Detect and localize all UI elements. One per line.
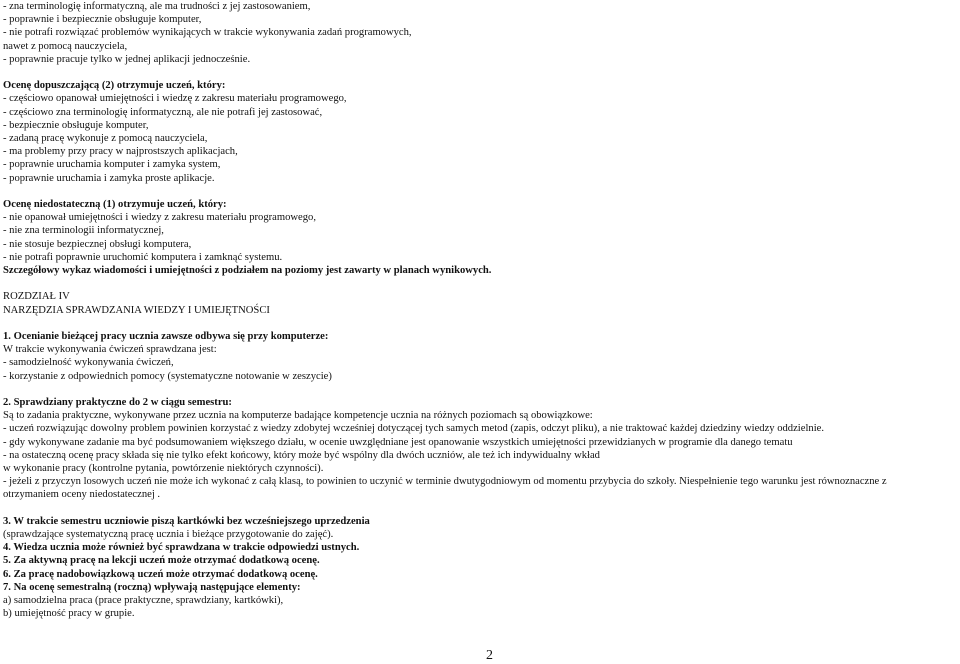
chapter-title: NARZĘDZIA SPRAWDZANIA WIEDZY I UMIEJĘTNOŚCI [3,304,270,316]
section-6-heading: 6. Za pracę nadobowiązkową uczeń może otrzymać dodatkową ocenę. [3,568,318,580]
section-line: - samodzielność wykonywania ćwiczeń, [3,357,174,369]
levels-summary: Szczegółowy wykaz wiadomości i umiejętności z podziałem na poziomy jest zawarty w planach wynikowych. [3,265,492,277]
section-line: (sprawdzające systematyczną pracę ucznia i bieżące przygotowanie do zajęć). [3,529,334,541]
section-2 [3,396,958,502]
section-line: W trakcie wykonywania ćwiczeń sprawdzana jest: [3,344,217,356]
criteria-line: nawet z pomocą nauczyciela, [3,40,128,52]
section-heading: 2. Sprawdziany praktyczne do 2 w ciągu semestru: [3,397,232,409]
document-page [3,0,958,620]
grade-dopuszczajaca-block [3,79,958,185]
grade-niedostateczna-block [3,198,958,277]
section-line: w wykonanie pracy (kontrolne pytania, powtórzenie niektórych czynności). [3,463,324,475]
section-5-heading: 5. Za aktywną pracę na lekcji uczeń może otrzymać dodatkową ocenę. [3,555,320,567]
section-line: otrzymaniem oceny niedostatecznej . [3,489,161,501]
section-1 [3,330,958,383]
section-line: - jeżeli z przyczyn losowych uczeń nie może ich wykonać z całą klasą, to powinien to uczynić w terminie dwutygodniowym od momentu przybycia do szkoły. Niespełnienie tego warunku jest równoznaczne z [3,476,887,488]
criteria-top-block [3,0,958,66]
criteria-line: - częściowo zna terminologię informatyczną, ale nie potrafi jej zastosować, [3,106,323,118]
section-3 [3,515,958,541]
section-line: - gdy wykonywane zadanie ma być podsumowaniem większego działu, w ocenie uwzględniane jest opanowanie wszystkich umiejętności przewidzianych w programie dla danego tematu [3,436,793,448]
section-heading: 1. Ocenianie bieżącej pracy ucznia zawsze odbywa się przy komputerze: [3,331,329,343]
section-line: - uczeń rozwiązując dowolny problem powinien korzystać z wiedzy zdobytej wcześniej dotyczącej tych samych metod (zapis, odczyt pliku), a nie traktować każdej dziedziny wiedzy oddzielnie. [3,423,824,435]
criteria-line: - nie stosuje bezpiecznej obsługi komputera, [3,238,192,250]
grade-heading: Ocenę niedostateczną (1) otrzymuje uczeń, który: [3,199,227,211]
section-heading: 3. W trakcie semestru uczniowie piszą kartkówki bez wcześniejszego uprzedzenia [3,515,370,527]
criteria-line: - nie opanował umiejętności i wiedzy z zakresu materiału programowego, [3,212,316,224]
chapter-heading [3,290,958,316]
grade-heading: Ocenę dopuszczającą (2) otrzymuje uczeń, który: [3,80,226,92]
criteria-line: - nie potrafi rozwiązać problemów wynikających w trakcie wykonywania zadań programowych, [3,27,412,39]
criteria-line: - ma problemy przy pracy w najprostszych aplikacjach, [3,146,238,158]
section-4-heading: 4. Wiedza ucznia może również być sprawdzana w trakcie odpowiedzi ustnych. [3,542,360,554]
criteria-line: - poprawnie i bezpiecznie obsługuje komputer, [3,14,202,26]
criteria-line: - poprawnie pracuje tylko w jednej aplikacji jednocześnie. [3,53,251,65]
section-line: - korzystanie z odpowiednich pomocy (systematyczne notowanie w zeszycie) [3,370,332,382]
section-line: Są to zadania praktyczne, wykonywane przez ucznia na komputerze badające kompetencje ucznia na różnych poziomach są obowiązkowe: [3,410,593,422]
section-heading: 7. Na ocenę semestralną (roczną) wpływają następujące elementy: [3,581,301,593]
criteria-line: - zna terminologię informatyczną, ale ma trudności z jej zastosowaniem, [3,1,311,12]
section-line: b) umiejętność pracy w grupie. [3,608,135,620]
criteria-line: - poprawnie uruchamia i zamyka proste aplikacje. [3,172,215,184]
criteria-line: - częściowo opanował umiejętności i wiedzę z zakresu materiału programowego, [3,93,347,105]
section-line: - na ostateczną ocenę pracy składa się nie tylko efekt końcowy, który może być wspólny dla dwóch uczniów, ale też ich indywidualny wkład [3,449,600,461]
chapter-number: ROZDZIAŁ IV [3,291,70,303]
page-number: 2 [486,648,493,663]
criteria-line: - bezpiecznie obsługuje komputer, [3,119,149,131]
criteria-line: - nie zna terminologii informatycznej, [3,225,164,237]
criteria-line: - poprawnie uruchamia komputer i zamyka system, [3,159,221,171]
criteria-line: - nie potrafi poprawnie uruchomić komputera i zamknąć systemu. [3,251,283,263]
section-line: a) samodzielna praca (prace praktyczne, sprawdziany, kartkówki), [3,595,284,607]
criteria-line: - zadaną pracę wykonuje z pomocą nauczyciela, [3,133,208,145]
section-7 [3,581,958,621]
